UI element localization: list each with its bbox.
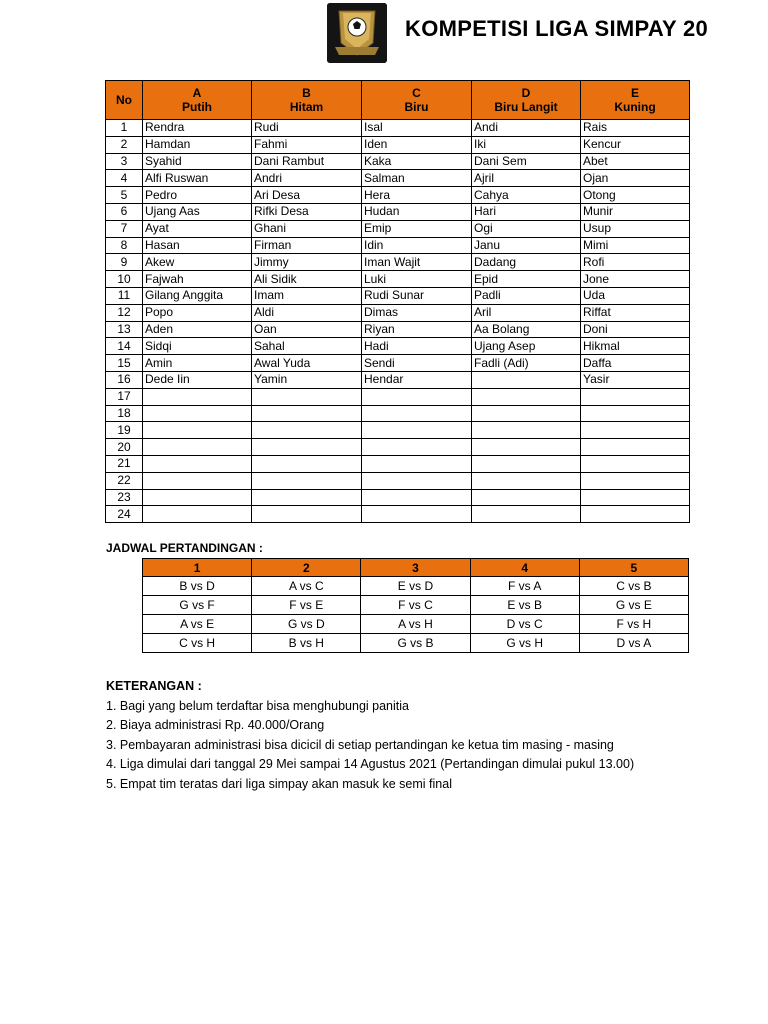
player-cell <box>472 388 581 405</box>
notes-section <box>106 677 634 794</box>
player-cell: Ogi <box>472 220 581 237</box>
table-row <box>106 455 690 472</box>
player-cell: Riffat <box>581 304 690 321</box>
player-cell <box>581 455 690 472</box>
row-number-cell: 19 <box>106 422 143 439</box>
team-letter: D <box>521 86 531 100</box>
table-row <box>106 355 690 372</box>
team-a-header <box>143 81 252 120</box>
player-cell: Sahal <box>252 338 362 355</box>
player-cell <box>472 405 581 422</box>
player-cell: Aldi <box>252 304 362 321</box>
table-row <box>106 506 690 523</box>
player-cell: Andri <box>252 170 362 187</box>
match-cell: F vs C <box>361 596 470 615</box>
row-number-cell: 22 <box>106 472 143 489</box>
player-cell: Andi <box>472 120 581 137</box>
row-number-cell: 8 <box>106 237 143 254</box>
player-cell: Riyan <box>362 321 472 338</box>
player-cell: Ujang Aas <box>143 203 252 220</box>
player-cell: Otong <box>581 187 690 204</box>
player-cell: Iki <box>472 136 581 153</box>
player-cell <box>252 388 362 405</box>
matchday-header: 5 <box>579 559 688 577</box>
player-cell: Hasan <box>143 237 252 254</box>
team-name: Biru <box>404 100 429 114</box>
table-row <box>106 287 690 304</box>
player-cell: Yamin <box>252 371 362 388</box>
note-item: 2. Biaya administrasi Rp. 40.000/Orang <box>106 718 325 732</box>
match-cell: B vs D <box>143 577 252 596</box>
player-cell: Munir <box>581 203 690 220</box>
row-number-cell: 17 <box>106 388 143 405</box>
player-cell: Abet <box>581 153 690 170</box>
player-cell: Sidqi <box>143 338 252 355</box>
table-row <box>106 170 690 187</box>
player-cell: Rofi <box>581 254 690 271</box>
player-cell <box>252 472 362 489</box>
player-cell: Hamdan <box>143 136 252 153</box>
player-cell <box>581 506 690 523</box>
table-row <box>106 388 690 405</box>
player-cell: Ojan <box>581 170 690 187</box>
row-number-cell: 24 <box>106 506 143 523</box>
player-cell: Fadli (Adi) <box>472 355 581 372</box>
player-cell: Hudan <box>362 203 472 220</box>
player-cell <box>472 455 581 472</box>
player-cell: Ari Desa <box>252 187 362 204</box>
notes-heading: KETERANGAN : <box>106 679 202 693</box>
note-item: 3. Pembayaran administrasi bisa dicicil di setiap pertandingan ke ketua tim masing - masing <box>106 737 614 752</box>
player-cell <box>252 439 362 456</box>
player-cell <box>362 405 472 422</box>
player-cell <box>143 439 252 456</box>
player-cell: Pedro <box>143 187 252 204</box>
match-cell: G vs H <box>470 634 579 653</box>
team-name: Hitam <box>289 100 324 114</box>
match-cell: C vs H <box>143 634 252 653</box>
player-cell <box>581 489 690 506</box>
table-row <box>106 187 690 204</box>
team-letter: C <box>412 86 421 100</box>
player-cell: Amin <box>143 355 252 372</box>
row-number-cell: 5 <box>106 187 143 204</box>
match-cell: F vs A <box>470 577 579 596</box>
player-cell <box>252 405 362 422</box>
table-row <box>106 271 690 288</box>
note-item: 4. Liga dimulai dari tanggal 29 Mei sampai 14 Agustus 2021 (Pertandingan dimulai pukul 13.00) <box>106 757 635 771</box>
player-cell: Ghani <box>252 220 362 237</box>
player-cell: Hari <box>472 203 581 220</box>
team-letter: B <box>302 86 311 100</box>
player-cell: Iman Wajit <box>362 254 472 271</box>
table-row <box>106 338 690 355</box>
player-cell: Hendar <box>362 371 472 388</box>
table-row <box>106 304 690 321</box>
match-cell: F vs H <box>579 615 688 634</box>
team-letter: E <box>630 86 639 100</box>
row-number-cell: 18 <box>106 405 143 422</box>
roster-header-row <box>106 81 690 120</box>
team-b-header <box>252 81 362 120</box>
player-cell: Dani Sem <box>472 153 581 170</box>
player-cell: Alfi Ruswan <box>143 170 252 187</box>
match-cell: B vs H <box>252 634 361 653</box>
player-cell: Hikmal <box>581 338 690 355</box>
schedule-header-row <box>143 559 689 577</box>
row-number-cell: 20 <box>106 439 143 456</box>
player-cell: Hadi <box>362 338 472 355</box>
player-cell: Isal <box>362 120 472 137</box>
team-name: Biru Langit <box>494 100 558 114</box>
note-item: 5. Empat tim teratas dari liga simpay akan masuk ke semi final <box>106 776 452 791</box>
player-cell <box>581 405 690 422</box>
note-item: 1. Bagi yang belum terdaftar bisa menghubungi panitia <box>106 698 409 713</box>
player-cell: Ajril <box>472 170 581 187</box>
player-cell <box>362 388 472 405</box>
player-cell: Kencur <box>581 136 690 153</box>
table-row <box>106 439 690 456</box>
player-cell <box>472 472 581 489</box>
schedule-row <box>143 596 689 615</box>
row-number-cell: 10 <box>106 271 143 288</box>
player-cell <box>472 439 581 456</box>
schedule-body <box>143 577 689 653</box>
player-cell <box>362 472 472 489</box>
player-cell: Idin <box>362 237 472 254</box>
match-cell: F vs E <box>252 596 361 615</box>
player-cell: Imam <box>252 287 362 304</box>
player-cell: Epid <box>472 271 581 288</box>
player-cell: Rudi Sunar <box>362 287 472 304</box>
table-row <box>106 422 690 439</box>
matchday-header: 1 <box>143 559 252 577</box>
player-cell: Uda <box>581 287 690 304</box>
team-roster-table <box>105 80 690 523</box>
schedule-label: JADWAL PERTANDINGAN : <box>106 541 263 555</box>
player-cell: Aril <box>472 304 581 321</box>
player-cell: Awal Yuda <box>252 355 362 372</box>
player-cell: Akew <box>143 254 252 271</box>
schedule-row <box>143 615 689 634</box>
player-cell: Salman <box>362 170 472 187</box>
table-row <box>106 136 690 153</box>
match-cell: D vs C <box>470 615 579 634</box>
player-cell <box>581 472 690 489</box>
matchday-header: 4 <box>470 559 579 577</box>
no-column-header: No <box>106 81 143 120</box>
row-number-cell: 11 <box>106 287 143 304</box>
player-cell <box>143 405 252 422</box>
player-cell <box>472 422 581 439</box>
row-number-cell: 21 <box>106 455 143 472</box>
match-cell: G vs B <box>361 634 470 653</box>
match-cell: D vs A <box>579 634 688 653</box>
table-row <box>106 203 690 220</box>
table-row <box>106 472 690 489</box>
player-cell: Hera <box>362 187 472 204</box>
match-cell: C vs B <box>579 577 688 596</box>
row-number-cell: 16 <box>106 371 143 388</box>
player-cell <box>472 506 581 523</box>
row-number-cell: 12 <box>106 304 143 321</box>
player-cell: Janu <box>472 237 581 254</box>
row-number-cell: 2 <box>106 136 143 153</box>
player-cell: Ujang Asep <box>472 338 581 355</box>
player-cell <box>252 489 362 506</box>
matchday-header: 2 <box>252 559 361 577</box>
player-cell: Ali Sidik <box>252 271 362 288</box>
team-name: Putih <box>182 100 212 114</box>
player-cell: Rendra <box>143 120 252 137</box>
player-cell: Aa Bolang <box>472 321 581 338</box>
table-row <box>106 254 690 271</box>
club-logo <box>327 3 387 63</box>
schedule-row <box>143 577 689 596</box>
match-schedule-table <box>142 558 689 653</box>
player-cell <box>143 506 252 523</box>
row-number-cell: 6 <box>106 203 143 220</box>
player-cell <box>581 422 690 439</box>
player-cell: Ayat <box>143 220 252 237</box>
team-name: Kuning <box>614 100 656 114</box>
page-title: KOMPETISI LIGA SIMPAY 20 <box>405 16 709 41</box>
player-cell: Dede Iin <box>143 371 252 388</box>
player-cell <box>252 455 362 472</box>
player-cell: Dani Rambut <box>252 153 362 170</box>
player-cell: Doni <box>581 321 690 338</box>
player-cell: Syahid <box>143 153 252 170</box>
player-cell <box>472 489 581 506</box>
match-cell: A vs C <box>252 577 361 596</box>
player-cell <box>362 506 472 523</box>
roster-body <box>106 120 690 523</box>
player-cell: Daffa <box>581 355 690 372</box>
table-row <box>106 153 690 170</box>
match-cell: E vs B <box>470 596 579 615</box>
player-cell: Rudi <box>252 120 362 137</box>
schedule-row <box>143 634 689 653</box>
player-cell: Jone <box>581 271 690 288</box>
player-cell: Firman <box>252 237 362 254</box>
player-cell: Padli <box>472 287 581 304</box>
player-cell <box>472 371 581 388</box>
player-cell: Gilang Anggita <box>143 287 252 304</box>
player-cell <box>362 455 472 472</box>
row-number-cell: 13 <box>106 321 143 338</box>
player-cell <box>362 489 472 506</box>
player-cell <box>362 422 472 439</box>
match-cell: G vs D <box>252 615 361 634</box>
player-cell: Aden <box>143 321 252 338</box>
team-d-header <box>472 81 581 120</box>
table-row <box>106 405 690 422</box>
row-number-cell: 14 <box>106 338 143 355</box>
player-cell: Fajwah <box>143 271 252 288</box>
team-e-header <box>581 81 690 120</box>
table-row <box>106 371 690 388</box>
team-letter: A <box>192 86 202 100</box>
match-cell: E vs D <box>361 577 470 596</box>
player-cell <box>143 422 252 439</box>
player-cell <box>581 388 690 405</box>
player-cell: Emip <box>362 220 472 237</box>
row-number-cell: 7 <box>106 220 143 237</box>
player-cell: Popo <box>143 304 252 321</box>
player-cell: Mimi <box>581 237 690 254</box>
player-cell <box>143 388 252 405</box>
player-cell: Oan <box>252 321 362 338</box>
team-c-header <box>362 81 472 120</box>
row-number-cell: 1 <box>106 120 143 137</box>
player-cell: Iden <box>362 136 472 153</box>
row-number-cell: 15 <box>106 355 143 372</box>
player-cell <box>252 422 362 439</box>
row-number-cell: 23 <box>106 489 143 506</box>
match-cell: A vs H <box>361 615 470 634</box>
player-cell: Usup <box>581 220 690 237</box>
player-cell: Dimas <box>362 304 472 321</box>
matchday-header: 3 <box>361 559 470 577</box>
table-row <box>106 237 690 254</box>
player-cell <box>143 472 252 489</box>
player-cell: Jimmy <box>252 254 362 271</box>
match-cell: A vs E <box>143 615 252 634</box>
table-row <box>106 321 690 338</box>
player-cell <box>143 489 252 506</box>
player-cell <box>362 439 472 456</box>
player-cell: Yasir <box>581 371 690 388</box>
row-number-cell: 9 <box>106 254 143 271</box>
player-cell: Luki <box>362 271 472 288</box>
player-cell: Fahmi <box>252 136 362 153</box>
match-cell: G vs F <box>143 596 252 615</box>
club-crest-icon <box>327 3 387 63</box>
player-cell: Rais <box>581 120 690 137</box>
match-cell: G vs E <box>579 596 688 615</box>
player-cell: Cahya <box>472 187 581 204</box>
table-row <box>106 489 690 506</box>
player-cell <box>252 506 362 523</box>
player-cell: Sendi <box>362 355 472 372</box>
table-row <box>106 220 690 237</box>
player-cell: Rifki Desa <box>252 203 362 220</box>
row-number-cell: 3 <box>106 153 143 170</box>
player-cell: Kaka <box>362 153 472 170</box>
player-cell: Dadang <box>472 254 581 271</box>
table-row <box>106 120 690 137</box>
player-cell <box>143 455 252 472</box>
player-cell <box>581 439 690 456</box>
row-number-cell: 4 <box>106 170 143 187</box>
